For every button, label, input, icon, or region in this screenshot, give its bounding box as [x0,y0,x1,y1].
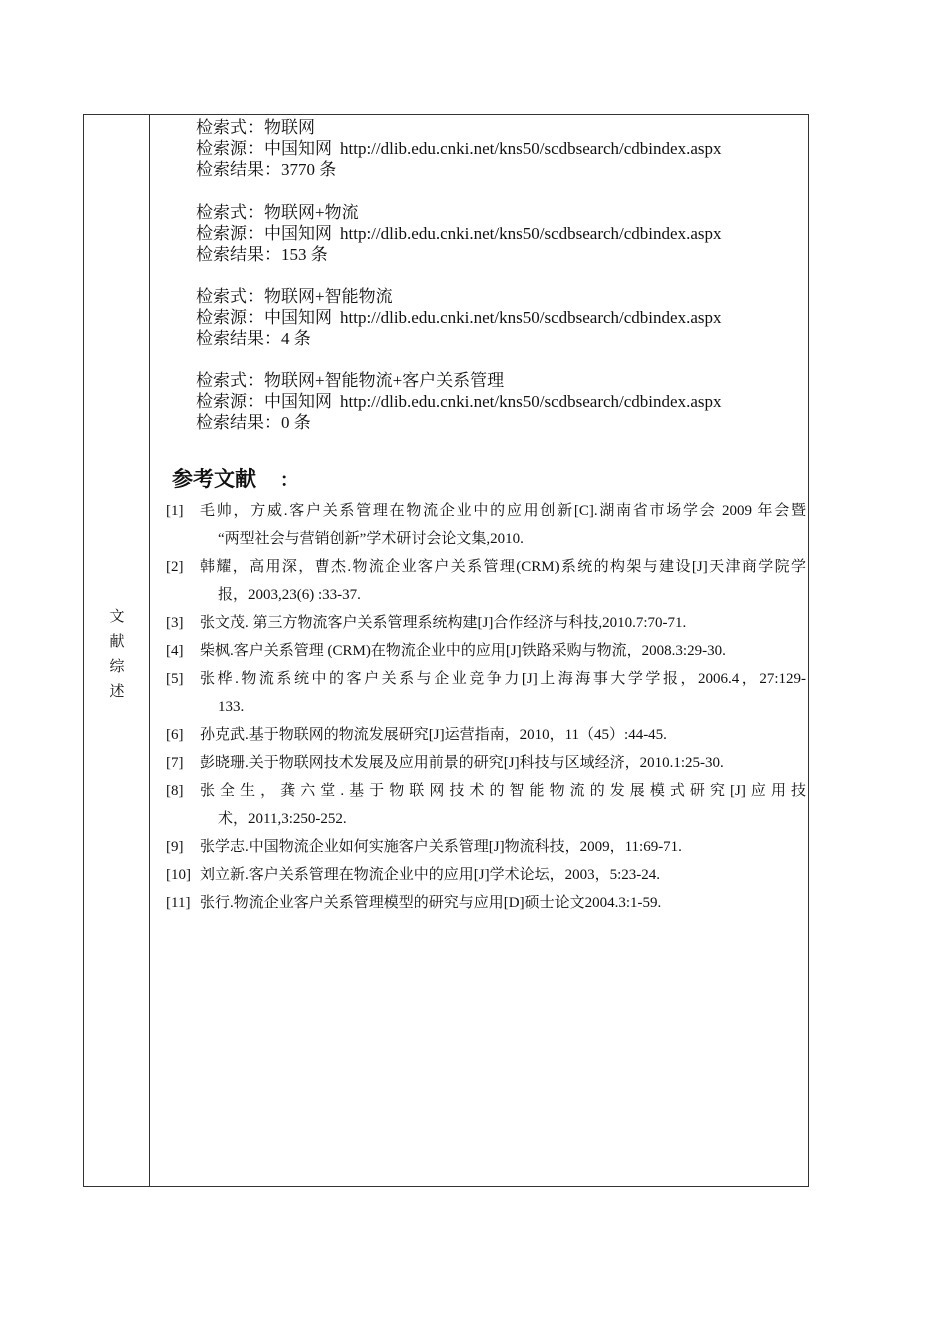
reference-text-continued: 133. [218,699,245,715]
reference-text: 张文茂. 第三方物流客户关系管理系统构建[J]合作经济与科技,2010.7:70-71. [200,615,687,631]
result-text: 4 条 [281,329,311,348]
source-label: 检索源： [196,308,264,327]
reference-text: 张桦.物流系统中的客户关系与企业竞争力[J]上海海事大学学报，2006.4，27:129- [200,671,806,687]
side-label-char: 综 [109,659,125,675]
reference-text-continued: 报，2003,23(6) :33-37. [218,587,361,603]
document-table [83,114,809,1187]
query-label: 检索式： [196,118,264,137]
reference-number: [6] [166,727,184,743]
reference-number: [10] [166,867,191,883]
references-title: 参考文献 [172,467,256,491]
source-text: 中国知网 [264,392,332,411]
reference-number: [8] [166,783,184,799]
reference-number: [2] [166,559,184,575]
reference-number: [1] [166,503,184,519]
source-text: 中国知网 [264,139,332,158]
reference-item [166,833,806,861]
reference-item [166,721,806,749]
reference-text: 彭晓珊.关于物联网技术发展及应用前景的研究[J]科技与区域经济，2010.1:25-30. [200,755,724,771]
result-text: 153 条 [281,245,328,264]
result-label: 检索结果： [196,160,281,179]
reference-item [166,889,806,917]
query-text: 物联网+智能物流+客户关系管理 [264,371,505,390]
result-label: 检索结果： [196,329,281,348]
content-cell [150,115,808,1186]
result-text: 0 条 [281,413,311,432]
reference-number: [5] [166,671,184,687]
reference-number: [7] [166,755,184,771]
reference-text: 张全生，龚六堂.基于物联网技术的智能物流的发展模式研究[J]应用技 [200,783,806,799]
reference-number: [3] [166,615,184,631]
reference-text: 韩耀，高用深，曹杰.物流企业客户关系管理(CRM)系统的构架与建设[J]天津商学院学 [200,559,806,575]
search-block [196,117,721,180]
reference-text: 毛帅，方威.客户关系管理在物流企业中的应用创新[C].湖南省市场学会 2009 年会暨 [200,503,806,519]
reference-list [166,497,806,917]
reference-text-continued: “两型社会与营销创新”学术研讨会论文集,2010. [218,531,524,547]
source-url: http://dlib.edu.cnki.net/kns50/scdbsearch/cdbindex.aspx [340,224,722,243]
source-url: http://dlib.edu.cnki.net/kns50/scdbsearch/cdbindex.aspx [340,139,722,158]
references-heading [172,463,298,493]
result-label: 检索结果： [196,413,281,432]
query-text: 物联网 [264,118,315,137]
reference-text-continued: 术，2011,3:250-252. [218,811,347,827]
reference-item [166,777,806,833]
side-label-char: 述 [109,684,125,700]
result-text: 3770 条 [281,160,337,179]
source-label: 检索源： [196,139,264,158]
query-label: 检索式： [196,287,264,306]
query-label: 检索式： [196,203,264,222]
source-label: 检索源： [196,392,264,411]
reference-item [166,749,806,777]
side-label [84,605,150,705]
reference-number: [9] [166,839,184,855]
search-block [196,370,721,433]
source-url: http://dlib.edu.cnki.net/kns50/scdbsearch/cdbindex.aspx [340,308,722,327]
source-url: http://dlib.edu.cnki.net/kns50/scdbsearch/cdbindex.aspx [340,392,722,411]
reference-text: 张学志.中国物流企业如何实施客户关系管理[J]物流科技，2009，11:69-71. [200,839,682,855]
reference-number: [11] [166,895,191,911]
query-text: 物联网+物流 [264,203,359,222]
source-text: 中国知网 [264,308,332,327]
query-label: 检索式： [196,371,264,390]
search-block [196,286,721,349]
reference-item [166,637,806,665]
source-text: 中国知网 [264,224,332,243]
reference-text: 刘立新.客户关系管理在物流企业中的应用[J]学术论坛，2003，5:23-24. [200,867,660,883]
query-text: 物联网+智能物流 [264,287,393,306]
source-label: 检索源： [196,224,264,243]
reference-item [166,497,806,553]
reference-text: 张行.物流企业客户关系管理模型的研究与应用[D]硕士论文2004.3:1-59. [200,895,662,911]
side-label-char: 献 [109,634,125,650]
references-colon: ： [280,470,298,490]
search-block [196,202,721,265]
reference-item [166,553,806,609]
reference-number: [4] [166,643,184,659]
reference-item [166,861,806,889]
side-label-char: 文 [109,609,125,625]
reference-item [166,609,806,637]
result-label: 检索结果： [196,245,281,264]
reference-text: 孙克武.基于物联网的物流发展研究[J]运营指南，2010，11（45）:44-45. [200,727,667,743]
reference-item [166,665,806,721]
reference-text: 柴枫.客户关系管理 (CRM)在物流企业中的应用[J]铁路采购与物流，2008.3:29-30. [200,643,726,659]
side-label-cell [84,115,150,1186]
